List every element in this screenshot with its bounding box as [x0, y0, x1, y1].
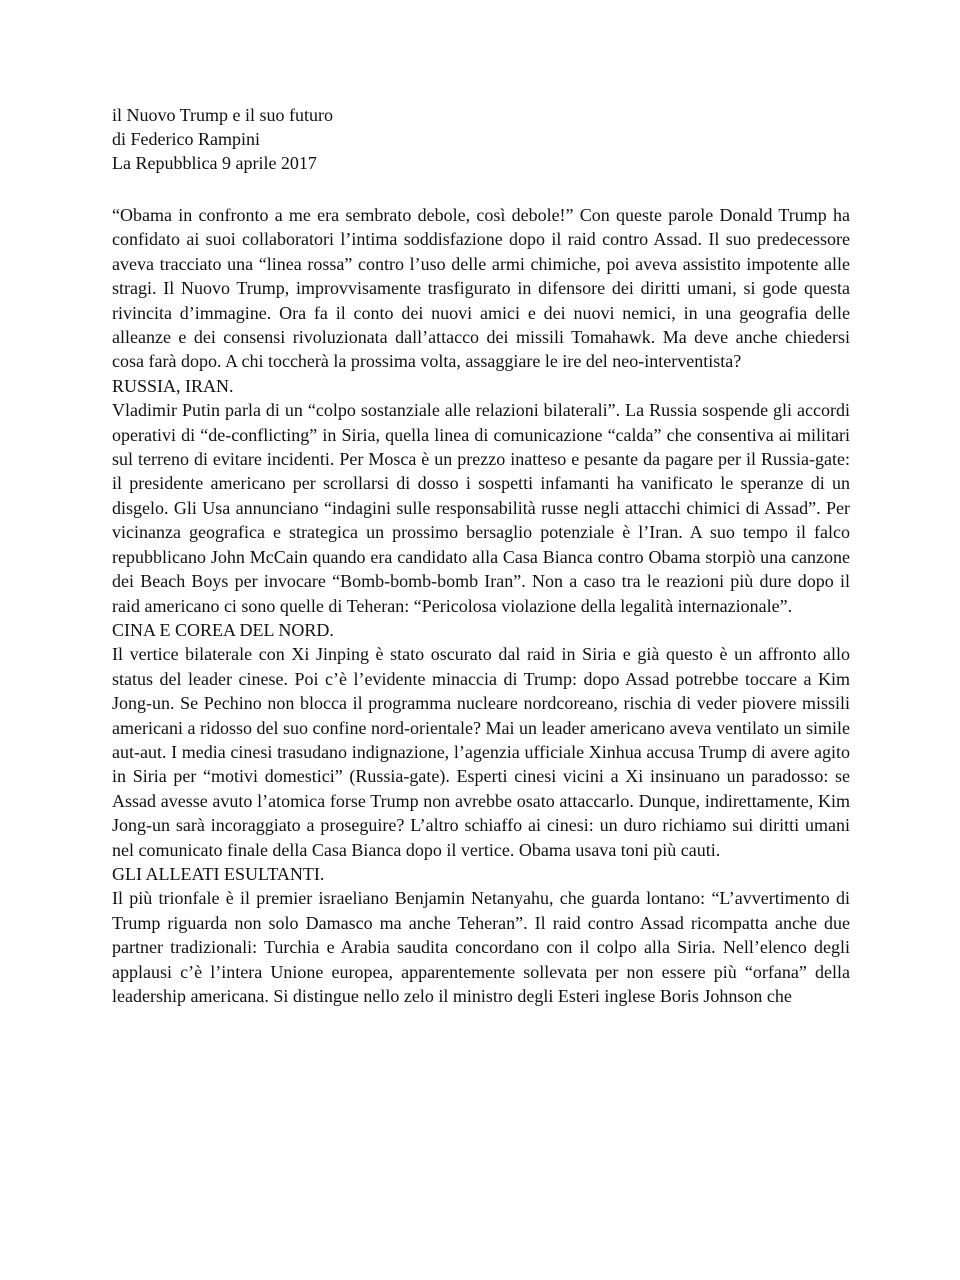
paragraph-cina-corea: Il vertice bilaterale con Xi Jinping è stato oscurato dal raid in Siria e già questo è un affronto allo status del leader cinese. Poi c’è l’evidente minaccia di Trump: dopo Assad potrebbe toccare a Kim Jong-un. Se Pechino non blocca il programma nucleare nordcoreano, rischia di veder piovere missili americani a ridosso del suo confine nord-orientale? Mai un leader americano aveva ventilato un simile aut-aut. I media cinesi trasudano indignazione, l’agenzia ufficiale Xinhua accusa Trump di avere agito in Siria per “motivi domestici” (Russia-gate). Esperti cinesi vicini a Xi insinuano un paradosso: se Assad avesse avuto l’atomica forse Trump non avrebbe osato attaccarlo. Dunque, indirettamente, Kim Jong-un sarà incoraggiato a proseguire? L’altro schiaffo ai cinesi: un duro richiamo sui diritti umani nel comunicato finale della Casa Bianca dopo il vertice. Obama usava toni più cauti. [112, 644, 850, 860]
article-header [112, 103, 852, 175]
article-author: di Federico Rampini [112, 129, 260, 149]
section-heading-cina-corea: CINA E COREA DEL NORD. [112, 619, 334, 640]
paragraph-alleati: Il più trionfale è il premier israeliano Benjamin Netanyahu, che guarda lontano: “L’avvertimento di Trump riguarda non solo Damasco ma anche Teheran”. Il raid contro Assad ricompatta anche due partner tradizionali: Turchia e Arabia saudita concordano con il colpo alla Siria. Nell’elenco degli applausi c’è l’intera Unione europea, apparentemente sollevata per non essere più “orfana” della leadership americana. Si distingue nello zelo il ministro degli Esteri inglese Boris Johnson che [112, 888, 850, 1006]
article-title: il Nuovo Trump e il suo futuro [112, 105, 334, 125]
article-source-date: La Repubblica 9 aprile 2017 [112, 153, 317, 173]
section-heading-alleati: GLI ALLEATI ESULTANTI. [112, 863, 325, 884]
paragraph-russia-iran: Vladimir Putin parla di un “colpo sostanziale alle relazioni bilaterali”. La Russia sospende gli accordi operativi di “de-conflicting” in Siria, quella linea di comunicazione “calda” che consentiva ai militari sul terreno di evitare incidenti. Per Mosca è un prezzo inatteso e pesante da pagare per il Russia-gate: il presidente americano per scrollarsi di dosso i sospetti infamanti ha vanificato le speranze di un disgelo. Gli Usa annunciano “indagini sulle responsabilità russe negli attacchi chimici di Assad”. Per vicinanza geografica e strategica un prossimo bersaglio potenziale è l’Iran. A suo tempo il falco repubblicano John McCain quando era candidato alla Casa Bianca contro Obama storpiò una canzone dei Beach Boys per invocare “Bomb-bomb-bomb Iran”. Non a caso tra le reazioni più dure dopo il raid americano ci sono quelle di Teheran: “Pericolosa violazione della legalità internazionale”. [112, 400, 850, 616]
paragraph-intro: “Obama in confronto a me era sembrato debole, così debole!” Con queste parole Donald Trump ha confidato ai suoi collaboratori l’intima soddisfazione dopo il raid contro Assad. Il suo predecessore aveva tracciato una “linea rossa” contro l’uso delle armi chimiche, poi aveva assistito impotente alle stragi. Il Nuovo Trump, improvvisamente trasfigurato in difensore dei diritti umani, si gode questa rivincita d’immagine. Ora fa il conto dei nuovi amici e dei nuovi nemici, in una geografia delle alleanze e dei consensi rivoluzionata dall’attacco dei missili Tomahawk. Ma deve anche chiedersi cosa farà dopo. A chi toccherà la prossima volta, assaggiare le ire del neo-interventista? [112, 205, 850, 372]
article-body [112, 203, 850, 1008]
section-heading-russia-iran: RUSSIA, IRAN. [112, 375, 234, 396]
